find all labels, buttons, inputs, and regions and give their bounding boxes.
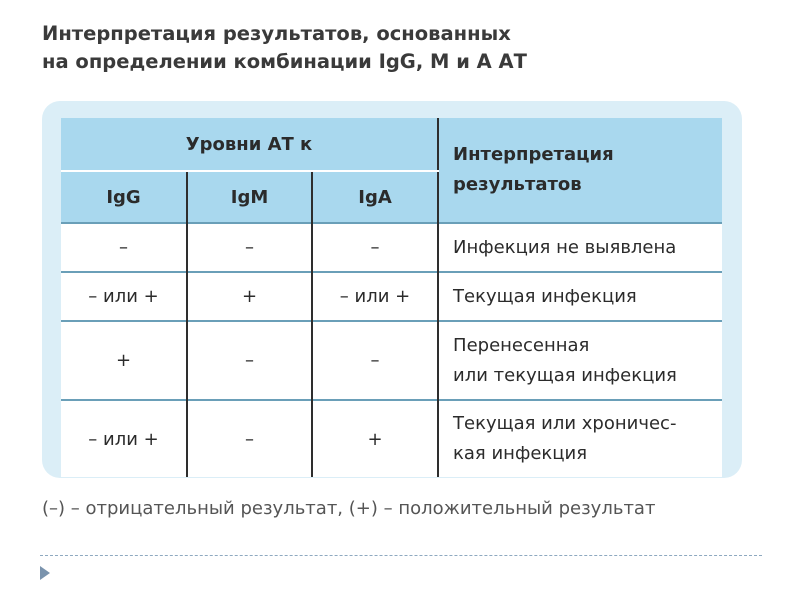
interpretation-line: Текущая или хроничес-	[453, 413, 677, 434]
interpretation-cell	[438, 272, 722, 321]
slide-title-line-1: Интерпретация результатов, основанных	[42, 22, 511, 45]
interpretation-line: кая инфекция	[453, 443, 588, 464]
table-row	[61, 272, 722, 321]
interpretation-line: Перенесенная	[453, 334, 590, 356]
column-header-iga: IgA	[312, 171, 438, 223]
igg-cell: –	[61, 223, 187, 272]
column-header-igm: IgM	[187, 171, 312, 223]
table-row	[61, 400, 722, 477]
legend-footnote: (–) – отрицательный результат, (+) – положительный результат	[42, 498, 656, 519]
interpretation-line: или текущая инфекция	[453, 364, 677, 386]
triangle-right-icon	[40, 566, 50, 580]
igm-cell: –	[187, 400, 312, 477]
table-row	[61, 223, 722, 272]
slide-title-line-2: на определении комбинации IgG, M и A АТ	[42, 50, 527, 73]
interpretation-cell	[438, 400, 722, 477]
dashed-divider	[40, 555, 762, 556]
slide-title	[42, 20, 742, 76]
column-header-igg: IgG	[61, 171, 187, 223]
igg-cell: +	[61, 321, 187, 400]
table-row	[61, 321, 722, 400]
igm-cell: –	[187, 223, 312, 272]
igg-cell: – или +	[61, 400, 187, 477]
interpretation-cell	[438, 321, 722, 400]
results-table	[61, 118, 722, 477]
antibody-levels-header: Уровни АТ к	[61, 118, 438, 171]
interpretation-cell	[438, 223, 722, 272]
igg-cell: – или +	[61, 272, 187, 321]
igm-cell: +	[187, 272, 312, 321]
interpretation-header-line-2: результатов	[453, 174, 582, 195]
igm-cell: –	[187, 321, 312, 400]
iga-cell: +	[312, 400, 438, 477]
iga-cell: –	[312, 321, 438, 400]
interpretation-header	[438, 118, 722, 223]
interpretation-header-line-1: Интерпретация	[453, 144, 614, 165]
interpretation-line: Текущая инфекция	[453, 285, 637, 307]
iga-cell: – или +	[312, 272, 438, 321]
interpretation-line: Инфекция не выявлена	[453, 236, 677, 258]
iga-cell: –	[312, 223, 438, 272]
